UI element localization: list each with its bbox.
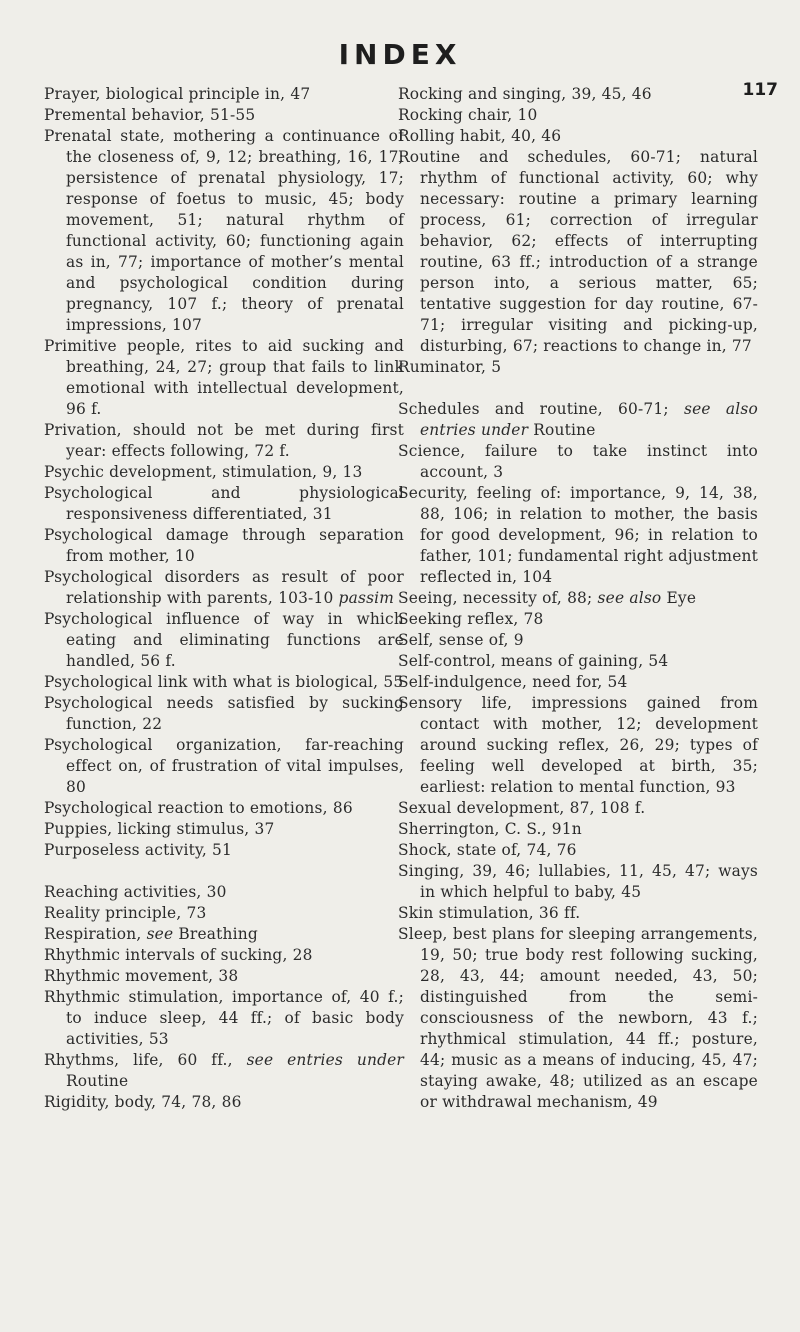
- index-entry: Purposeless activity, 51: [44, 841, 232, 859]
- index-entry: Rhythmic intervals of sucking, 28: [44, 946, 313, 964]
- index-entry: Prenatal state, mothering a continuance of the closeness of, 9, 12; breathing, 16, 17; persistence of prenatal physiology, 17; response of foetus to music, 45; body movement, 51; natural rhythm of functional activity, 60; functioning again as in, 77; importance of mother’s mental and psychological condition during pregnancy, 107 f.; theory of prenatal impressions, 107: [44, 127, 404, 334]
- index-entry: Rhythms, life, 60 ff., see entries under Routine: [44, 1051, 404, 1090]
- index-entry: Rigidity, body, 74, 78, 86: [44, 1093, 242, 1111]
- index-entry: Skin stimulation, 36 ff.: [398, 904, 581, 922]
- page-title: INDEX: [338, 38, 462, 71]
- index-entry: Self-control, means of gaining, 54: [398, 652, 669, 670]
- page-number: 117: [742, 80, 778, 100]
- index-entry: Rhythmic movement, 38: [44, 967, 239, 985]
- index-entry: Sexual development, 87, 108 f.: [398, 799, 646, 817]
- index-entry: Sleep, best plans for sleeping arrangements, 19, 50; true body rest following sucking, 28, 43, 44; amount needed, 43, 50; distinguished from the semi-consciousness of the newborn, 43 f.; rhythmical stimulation, 44 ff.; posture, 44; music as a means of inducing, 45, 47; staying awake, 48; utilized as an escape or withdrawal mechanism, 49: [398, 925, 758, 1111]
- index-entry: Psychological damage through separation from mother, 10: [44, 526, 404, 565]
- index-entry: Prayer, biological principle in, 47: [44, 85, 311, 103]
- index-entry: Science, failure to take instinct into account, 3: [398, 442, 758, 481]
- index-entry: Psychological disorders as result of poor relationship with parents, 103-10 passim: [44, 568, 404, 607]
- index-entry: Psychological reaction to emotions, 86: [44, 799, 353, 817]
- index-entry: Sherrington, C. S., 91n: [398, 820, 582, 838]
- index-entry: Psychic development, stimulation, 9, 13: [44, 463, 363, 481]
- index-entry: Self, sense of, 9: [398, 631, 524, 649]
- index-entry: Shock, state of, 74, 76: [398, 841, 577, 859]
- index-entry: Psychological and physiological responsiveness differentiated, 31: [44, 484, 404, 523]
- index-entry: Self-indulgence, need for, 54: [398, 673, 628, 691]
- index-entry: Psychological needs satisfied by sucking function, 22: [44, 694, 404, 733]
- index-entry: Seeking reflex, 78: [398, 610, 544, 628]
- index-entry: Puppies, licking stimulus, 37: [44, 820, 275, 838]
- index-entry: Reality principle, 73: [44, 904, 207, 922]
- index-entry: Rocking chair, 10: [398, 106, 538, 124]
- index-entry: Seeing, necessity of, 88; see also Eye: [398, 589, 697, 607]
- index-entry: Security, feeling of: importance, 9, 14, 38, 88, 106; in relation to mother, the basis for good development, 96; in relation to father, 101; fundamental right adjustment reflected in, 104: [398, 484, 758, 586]
- index-entry: Psychological organization, far-reaching effect on, of frustration of vital impulses, 80: [44, 736, 404, 796]
- index-entry: Rolling habit, 40, 46: [398, 127, 562, 145]
- index-entry: Sensory life, impressions gained from contact with mother, 12; development around sucking reflex, 26, 29; types of feeling well developed at birth, 35; earliest: relation to mental function, 93: [398, 694, 758, 796]
- index-column-left: [44, 84, 404, 1113]
- index-entry: Rhythmic stimulation, importance of, 40 f.; to induce sleep, 44 ff.; of basic body activities, 53: [44, 988, 404, 1048]
- index-entry: Rocking and singing, 39, 45, 46: [398, 85, 652, 103]
- index-entry: Routine and schedules, 60-71; natural rhythm of functional activity, 60; why necessary: routine a primary learning process, 61; correction of irregular behavior, 62; effects of interrupting routine, 63 ff.; introduction of a strange person into, a serious matter, 65; tentative suggestion for day routine, 67-71; irregular visiting and picking-up, disturbing, 67; reactions to change in, 77: [398, 148, 758, 355]
- index-entry: Premental behavior, 51-55: [44, 106, 256, 124]
- index-column-right: [398, 84, 758, 1113]
- index-entry: Schedules and routine, 60-71; see also entries under Routine: [398, 400, 758, 439]
- index-entry: Reaching activities, 30: [44, 883, 227, 901]
- index-entry: Primitive people, rites to aid sucking and breathing, 24, 27; group that fails to link emotional with intellectual development, 96 f.: [44, 337, 404, 418]
- index-entry: Psychological influence of way in which eating and eliminating functions are handled, 56 f.: [44, 610, 404, 670]
- index-entry: Singing, 39, 46; lullabies, 11, 45, 47; ways in which helpful to baby, 45: [398, 862, 758, 901]
- index-entry: Psychological link with what is biological, 55: [44, 673, 404, 691]
- index-entry: Privation, should not be met during first year: effects following, 72 f.: [44, 421, 404, 460]
- index-entry: Ruminator, 5: [398, 358, 502, 376]
- index-entry: Respiration, see Breathing: [44, 925, 258, 943]
